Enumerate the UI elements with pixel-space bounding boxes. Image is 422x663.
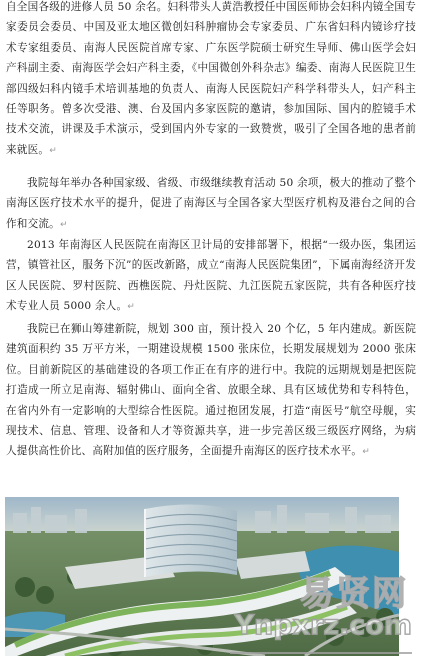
paragraph-2 bbox=[0, 173, 422, 235]
paragraph-1 bbox=[0, 0, 422, 161]
main-tower bbox=[145, 504, 237, 577]
watermark-url: Ynpxrz.com bbox=[234, 610, 412, 641]
paragraph-1-text: 自全国各级的进修人员 50 余名。妇科带头人黄浩教授任中国医师协会妇科内镜全国专家委员会委员、中国及亚太地区微创妇科肿瘤协会专家委员、广东省妇科内镜诊疗技术专家组委员、南海人民医院首席专家、广东医学院硕士研究生导师、佛山医学会妇产科副主委、南海医学会妇产科主委，《中国微创外科杂志》编委、南海人民医院卫生部四级妇科内镜手术培训基地的负责人、南海人民医院妇产科学科带头人，妇产科主任等职务。曾多次受港、澳、台及国内多家医院的邀请，参加国际、国内的腔镜手术技术交流，讲课及手术演示，受到国内外专家的一致赞赏，吸引了全国各地的患者前来就医。 bbox=[6, 1, 416, 156]
paragraph-2-text: 我院每年举办各种国家级、省级、市级继续教育活动 50 余项，极大的推动了整个南海区医疗技术水平的提升，促进了南海区与全国各家大型医疗机构及港台之间的合作和交流。 bbox=[6, 177, 416, 230]
hospital-aerial-rendering-image bbox=[5, 497, 399, 656]
paragraph-mark-icon: ↵ bbox=[49, 145, 57, 156]
paragraph-4 bbox=[0, 319, 422, 463]
paragraph-3-text: 2013 年南海区人民医院在南海区卫计局的安排部署下，根据“一级办医，集团运营，镇管社区，服务下沉”的医改新路，成立“南海人民医院集团”，下属南海经济开发区人民医院、罗村医院、西樵医院、丹灶医院、九江医院五家医院，共有各种医疗技术专业人员 5000 余人。 bbox=[6, 239, 416, 313]
paragraph-4-text: 我院已在狮山筹建新院，规划 300 亩，预计投入 20 个亿，5 年内建成。新医院建筑面积约 35 万平方米，一期建设规模 1500 张床位，长期发展规划为 2000 张床位。目前新院区的基础建设的各项工作正在有序的进行中。我院的远期规划是把医院打造成一所立足南海、辐射佛山、面向全省、放眼全球、具有区域优势和专科特色，在省内外有一定影响的大型综合性医院。通过抱团发展，打造“南医号”航空母舰，实现技术、信息、管理、设备和人才等资源共享，进一步完善区级三级医疗网络，为病人提供高性价比、高附加值的医疗服务，全面提升南海区的医疗技术水平。 bbox=[6, 323, 416, 458]
paragraph-3 bbox=[0, 235, 422, 318]
watermark-site-name: 易贤网 bbox=[300, 574, 408, 614]
paragraph-mark-icon: ↵ bbox=[59, 219, 68, 230]
paragraph-mark-icon: ↵ bbox=[127, 302, 135, 313]
paragraph-mark-icon: ↵ bbox=[362, 447, 370, 458]
